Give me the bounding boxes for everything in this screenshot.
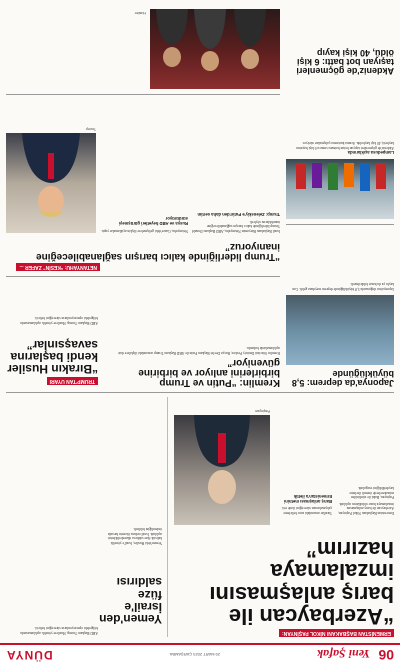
main-subhead: Barış anlaşması metnini Ermenistan'a ilettik (284, 493, 332, 504)
migrants-body-text: Akdeniz'de göçmenleri taşıyan botun batması sonucu 6 kişi hayatını kaybetti, 40 kişi kayboldu. Arama kurtarma çalışmaları sürüyor. (296, 141, 394, 150)
section-divider-2 (6, 276, 280, 277)
bottom-left-headline: Japonya'da deprem: 5,8 büyüklüğünde (291, 368, 394, 388)
trump-photo-caption: Trump (85, 127, 96, 131)
husi-photo (150, 9, 280, 89)
trump-kicker: NETANYAHU: “KESİN” ZAFER ... (16, 263, 100, 271)
column-divider (167, 397, 168, 637)
trump-subhead-2: Rusya ve ABD heyetleri görüşmeyi sürdürüyor (118, 216, 188, 227)
main-photo (174, 415, 270, 525)
bottom-left-body: Japonya'nın doğusunda 5,8 büyüklüğünde deprem meydana geldi. Can kaybı ya da hasar bildirilmedi. (292, 282, 394, 291)
page-number: 06 (378, 647, 394, 663)
newspaper-logo: Yeni Şafak (316, 647, 370, 661)
main-headline: “Azerbaycan ile barış anlaşmasını imzalamaya hazırım” (209, 536, 394, 629)
migrants-body (286, 85, 394, 155)
yemen-body: Yemen'deki Husiler, İsrail'e yönelik balistik füze saldırısı düzenlediklerini açıkladı. İsrail ordusu füzenin havada önlendiğini bildirdi. (107, 527, 162, 545)
trump-headline: “Trump liderliğinde kalıcı barışın sağlanabileceğine inanıyoruz” (36, 240, 280, 262)
main-body-col-2 (274, 405, 332, 515)
trump-photo (6, 133, 96, 233)
main-kicker: ERMENİSTAN BAŞBAKANI NİKOL PAŞİNYAN: (279, 629, 394, 637)
trump-photo-figure (6, 133, 96, 233)
section-divider-1 (6, 392, 394, 393)
kremlin-headline: Kremlin: “Putin ve Trump birbirlerini anlıyor ve birbirine güveniyor” (138, 356, 280, 388)
main-photo-caption: Paşinyan (255, 409, 270, 413)
migrants-subhead: Lampedusa açıklarında (347, 150, 394, 155)
section-divider-3 (286, 224, 394, 225)
yemen-headline: Yemen'den İsrail'e füze saldırısı (99, 575, 162, 626)
dateline: 29 MART 2023 ÇARŞAMBA (169, 652, 220, 657)
husi-photo-figures (150, 9, 280, 89)
kremlin-body: Kremlin Sözcüsü Dmitriy Peskov, Rusya Devlet Başkanı Putin ile ABD Başkanı Trump arasındaki ilişkilere dair açıklamalarda bulundu. (118, 346, 280, 355)
husi-kicker: TRUMP'TAN UYARI (47, 377, 98, 385)
husi-body: ABD Başkanı Trump, Husilere yönelik açıklamasında bölgedeki operasyonların süreceğini belirtti. (20, 316, 98, 325)
main-photo-figure (174, 415, 270, 525)
main-body-p3: Taraflar arasındaki sınır belirleme çalışmalarının süreceğini ifade etti. (281, 506, 332, 515)
main-body-p1: Ermenistan Başbakanı Nikol Paşinyan, Azerbaycan ile barış anlaşmasını imzalamaya hazır olduklarını açıkladı. (337, 501, 394, 515)
right-column-text: ABD Başkanı Trump, Husilere yönelik açıklamasında bölgedeki operasyonların süreceğini belirtti. (20, 626, 98, 635)
migrants-headline: Akdeniz'de göçmenleri taşıyan bot battı: 6 kişi öldü, 40 kişi kayıp (296, 47, 394, 76)
section-title: DÜNYA (6, 648, 53, 662)
masthead (0, 643, 400, 665)
trump-body-p1: İsrail Başbakanı Binyamin Netanyahu, ABD Başkanı Donald Trump liderliğinde kalıcı barışın sağlanabileceğine inandıklarını söyledi. (192, 219, 280, 233)
trump-subhead-1: Trump: Zelenskiy'e Putin'den daha sertim (197, 212, 280, 218)
trump-body-p2: Netanyahu, Gazze'deki gelişmelere ilişkin açıklamalar yaptı. (100, 229, 188, 233)
main-body-p2: Paşinyan, Bakü ile sürdürülen müzakerelerde önemli ilerleme kaydedildiğini vurguladı. (349, 486, 394, 500)
earthquake-photo (286, 295, 394, 365)
migrants-photo-figures (286, 159, 394, 219)
husi-photo-caption: Husiler (134, 11, 146, 15)
migrants-photo (286, 159, 394, 219)
husi-headline: “Bırakın Husiler kendi başlarına savaşsınlar” (7, 337, 98, 376)
main-body-col-1 (336, 405, 394, 515)
section-divider-4 (6, 94, 280, 95)
trump-body-col-2 (100, 103, 188, 233)
trump-body-col-1 (192, 103, 280, 233)
